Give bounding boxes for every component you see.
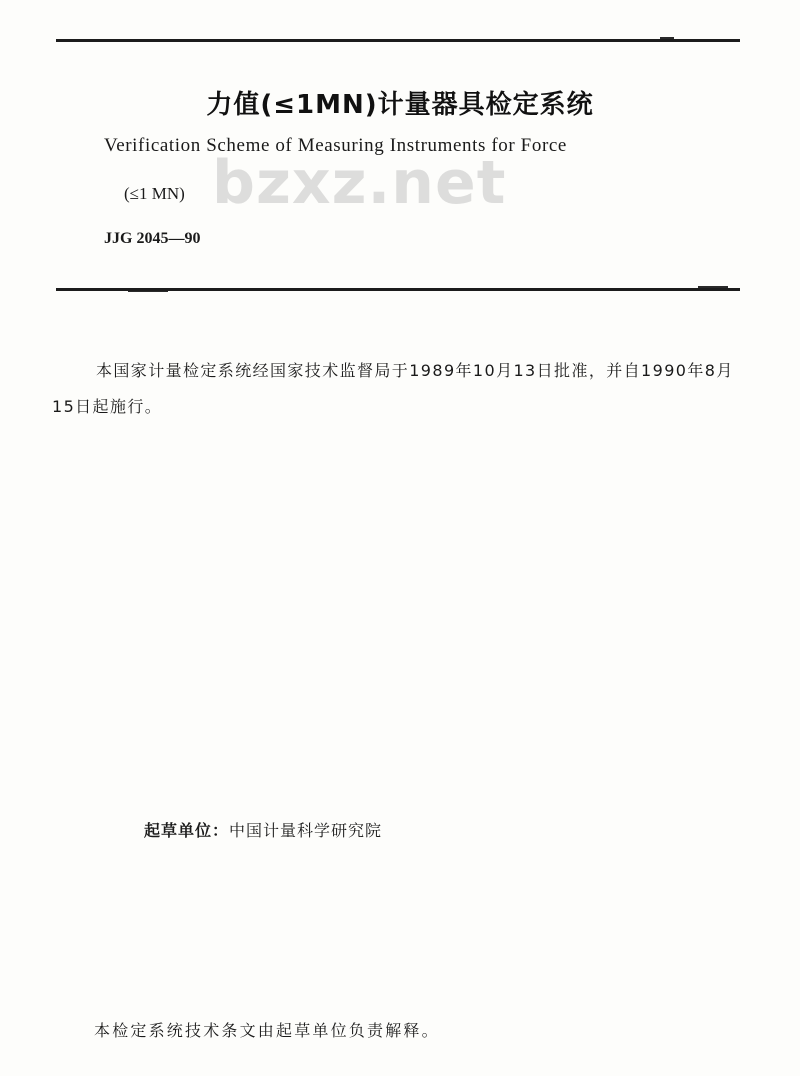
document-title-zh: 力值(≤1MN)计量器具检定系统 (206, 90, 594, 120)
document-title-en-range: (≤1 MN) (124, 184, 185, 203)
document-code: JJG 2045—90 (104, 230, 201, 247)
drafting-unit (144, 818, 382, 841)
drafting-unit-name: 中国计量科学研究院 (229, 821, 383, 840)
approval-paragraph: 本国家计量检定系统经国家技术监督局于1989年10月13日批准，并自1990年8月15日起施行。 (52, 361, 734, 416)
drafting-unit-label: 起草单位： (144, 821, 230, 840)
rule-speck (128, 291, 168, 292)
rule-speck (660, 37, 674, 39)
rule-speck (698, 286, 728, 288)
top-rule (56, 39, 740, 42)
watermark: bzxz.net (212, 148, 507, 218)
document-title-en: Verification Scheme of Measuring Instruments for Force (104, 135, 567, 156)
interpretation-note: 本检定系统技术条文由起草单位负责解释。 (94, 1021, 440, 1040)
